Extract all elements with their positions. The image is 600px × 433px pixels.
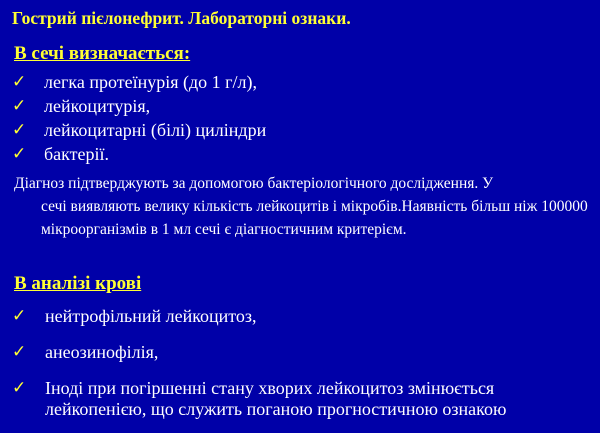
list-item	[12, 306, 592, 327]
checkmark-icon: ✓	[12, 72, 27, 92]
list-item-text: легка протеїнурія (до 1 г/л),	[44, 72, 257, 92]
list-item	[12, 142, 266, 166]
list-item	[12, 70, 266, 94]
blood-findings-list	[12, 306, 592, 420]
list-item-text: анеозинофілія,	[45, 342, 159, 362]
urine-findings-list	[12, 70, 266, 166]
list-item	[12, 94, 266, 118]
checkmark-icon: ✓	[12, 120, 27, 140]
list-item-text: лейкоцитурія,	[44, 96, 151, 116]
urine-heading: В сечі визначається:	[14, 43, 191, 64]
diagnosis-continuation: сечі виявляють велику кількість лейкоцитів і мікробів.Наявність більш ніж 100000 мікроорганізмів в 1 мл сечі є діагностичним критерієм.	[41, 198, 588, 238]
checkmark-icon: ✓	[12, 342, 27, 362]
list-item-text: Іноді при погіршенні стану хворих лейкоцитоз змінюється лейкопенією, що служить поганою прогностичною ознакою	[45, 378, 507, 419]
list-item	[12, 118, 266, 142]
list-item	[12, 342, 592, 363]
checkmark-icon: ✓	[12, 378, 27, 398]
list-item-text: нейтрофільний лейкоцитоз,	[45, 306, 257, 326]
diagnosis-paragraph	[14, 172, 592, 241]
checkmark-icon: ✓	[12, 144, 27, 164]
list-item-text: бактерії.	[44, 144, 110, 164]
diagnosis-first-line: Діагноз підтверджують за допомогою бактеріологічного дослідження. У	[14, 175, 494, 192]
slide-title: Гострий пієлонефрит. Лабораторні ознаки.	[12, 8, 351, 28]
blood-heading: В аналізі крові	[14, 273, 142, 294]
checkmark-icon: ✓	[12, 306, 27, 326]
checkmark-icon: ✓	[12, 96, 27, 116]
list-item-text: лейкоцитарні (білі) циліндри	[44, 120, 267, 140]
list-item	[12, 378, 592, 420]
